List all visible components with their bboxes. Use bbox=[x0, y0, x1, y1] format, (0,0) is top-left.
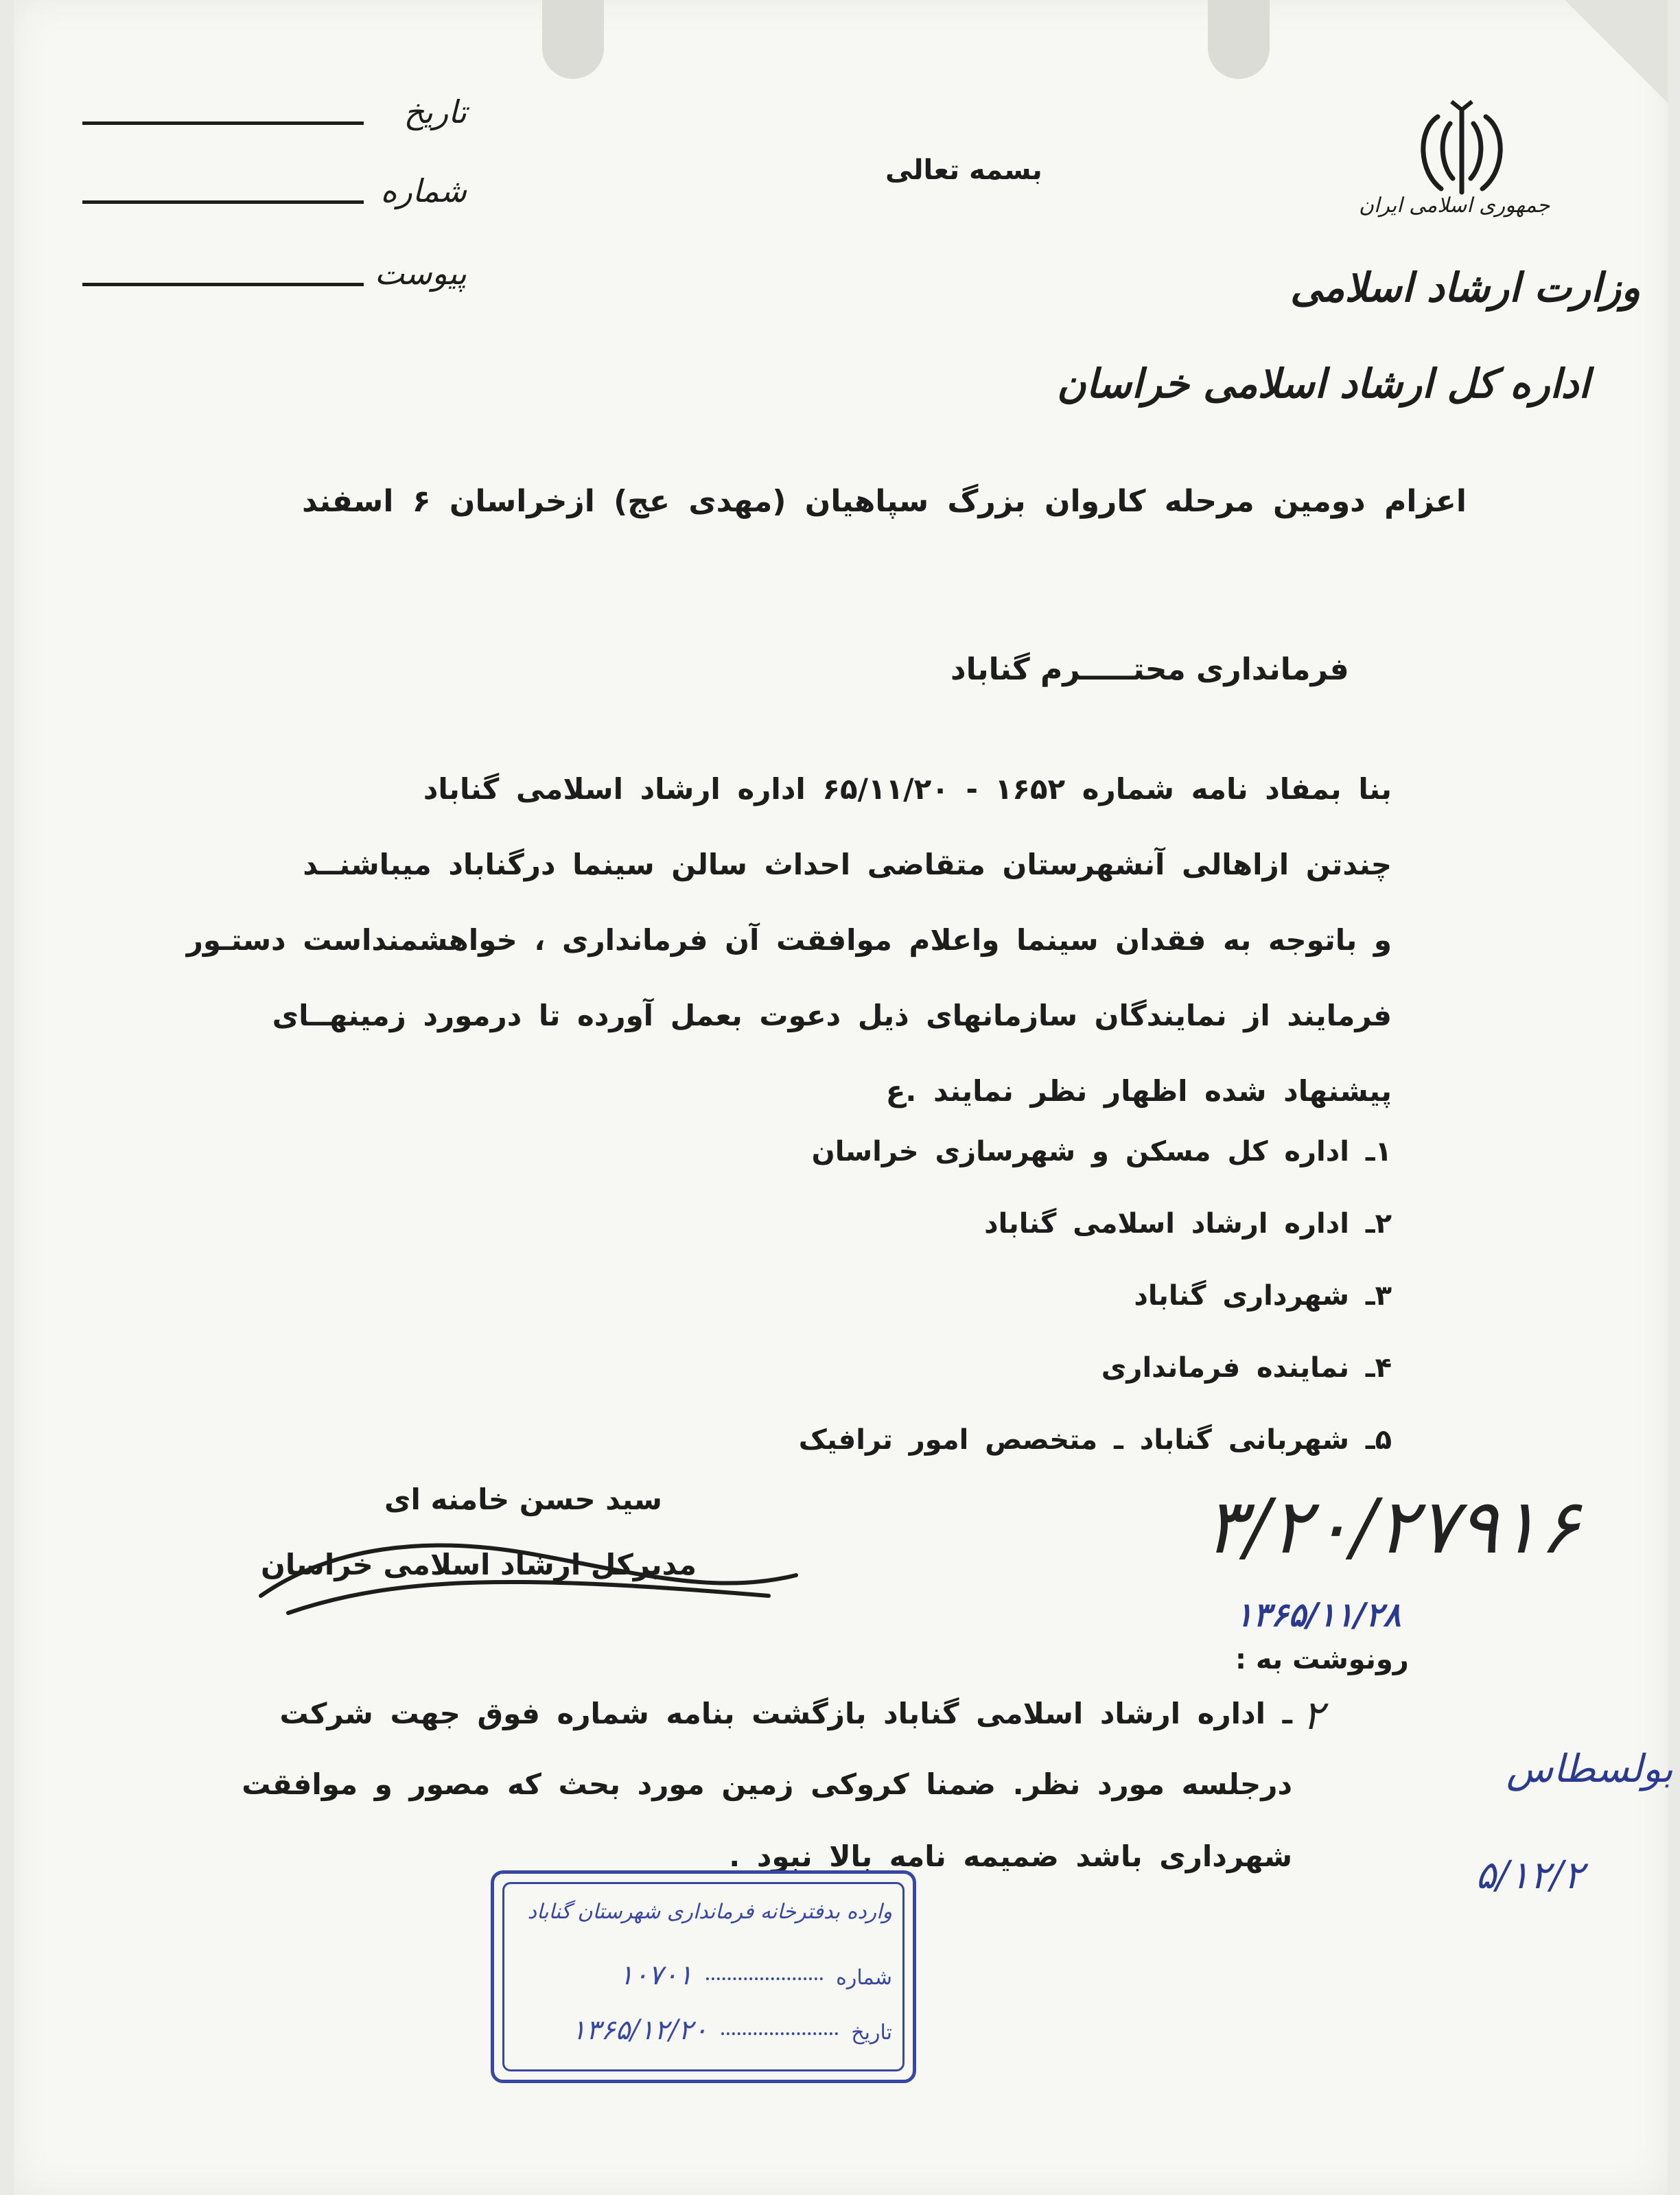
stamp-date-row bbox=[571, 2014, 892, 2046]
stamp-date-value: ۱۳۶۵/۱۲/۲۰ bbox=[571, 2014, 708, 2046]
stamp-number-dots bbox=[706, 1977, 823, 1980]
cc-line: شهرداری باشد ضمیمه نامه بالا نبود . bbox=[729, 1839, 1292, 1873]
list-item: ۳ـ شهرداری گناباد bbox=[1134, 1280, 1392, 1312]
stamp-date-label: تاریخ bbox=[851, 2021, 892, 2045]
cc-item-number: ۲ bbox=[1303, 1692, 1325, 1739]
handwritten-date-blue: ۱۳۶۵/۱۱/۲۸ bbox=[1235, 1596, 1401, 1634]
body-line: بنا بمفاد نامه شماره ۱۶۵۲ - ۶۵/۱۱/۲۰ اداره ارشاد اسلامی گناباد bbox=[423, 772, 1392, 806]
recipient-line: فرمانداری محتـــــرم گناباد bbox=[950, 652, 1349, 687]
signatory-title: مدیرکل ارشاد اسلامی خراسان bbox=[261, 1548, 697, 1581]
margin-note-line1: بولسطاس bbox=[1506, 1747, 1673, 1791]
list-item: ۴ـ نماینده فرمانداری bbox=[1101, 1352, 1392, 1384]
signature-scribble bbox=[247, 1493, 810, 1630]
stamp-number-value: ۱۰۷۰۱ bbox=[618, 1960, 693, 1991]
cc-label: رونوشت به : bbox=[1235, 1644, 1409, 1675]
number-label: شماره bbox=[380, 172, 467, 209]
signatory-name: سید حسن خامنه ای bbox=[384, 1483, 662, 1516]
date-field bbox=[82, 82, 467, 137]
body-line: چندتن ازاهالی آنشهرستان متقاضی احداث سالن سینما درگناباد میباشنــد bbox=[303, 848, 1392, 881]
attachment-field bbox=[82, 244, 467, 299]
stamp-number-row bbox=[619, 1960, 892, 1991]
attachment-label: پیوست bbox=[374, 255, 467, 292]
stamp-date-dots bbox=[721, 2032, 838, 2035]
stamp-title: وارده بدفترخانه فرمانداری شهرستان گناباد bbox=[527, 1900, 892, 1924]
punch-hole-left bbox=[542, 0, 604, 79]
body-line: و باتوجه به فقدان سینما واعلام موافقت آن فرمانداری ، خواهشمنداست دستـور bbox=[186, 923, 1392, 957]
slogan-line: اعزام دومین مرحله کاروان بزرگ سپاهیان (مهدی عج) ازخراسان ۶ اسفند bbox=[302, 484, 1467, 519]
list-item: ۲ـ اداره ارشاد اسلامی گناباد bbox=[984, 1208, 1392, 1240]
republic-label: جمهوری اسلامی ایران bbox=[1359, 194, 1550, 218]
incoming-stamp bbox=[491, 1870, 916, 2083]
body-line: پیشنهاد شده اظهار نظر نمایند .ع bbox=[885, 1074, 1392, 1108]
stamp-number-label: شماره bbox=[836, 1966, 892, 1990]
cc-line: درجلسه مورد نظر. ضمنا کروکی زمین مورد بحث که مصور و موافقت bbox=[242, 1767, 1292, 1801]
ministry-title: وزارت ارشاد اسلامی bbox=[1290, 264, 1641, 311]
number-field bbox=[82, 161, 467, 216]
date-label: تاریخ bbox=[404, 93, 467, 130]
date-line bbox=[82, 121, 364, 125]
number-line bbox=[82, 200, 364, 204]
body-line: فرمایند از نمایندگان سازمانهای ذیل دعوت بعمل آورده تا درمورد زمینهــای bbox=[272, 999, 1392, 1032]
iran-emblem-icon bbox=[1410, 96, 1513, 209]
page-fold bbox=[1565, 0, 1668, 103]
punch-hole-right bbox=[1208, 0, 1270, 79]
list-item: ۵ـ شهربانی گناباد ـ متخصص امور ترافیک bbox=[798, 1424, 1392, 1456]
cc-line: ـ اداره ارشاد اسلامی گناباد بازگشت بنامه شماره فوق جهت شرکت bbox=[279, 1697, 1292, 1730]
invocation: بسمه تعالی bbox=[885, 154, 1042, 186]
department-title: اداره کل ارشاد اسلامی خراسان bbox=[1057, 360, 1590, 407]
attachment-line bbox=[82, 283, 364, 286]
handwritten-reference: ۳/۲۰/۲۷۹۱۶ bbox=[1204, 1483, 1580, 1570]
list-item: ۱ـ اداره کل مسکن و شهرسازی خراسان bbox=[811, 1136, 1392, 1168]
margin-note-line2: ۵/۱۲/۲ bbox=[1475, 1853, 1585, 1898]
